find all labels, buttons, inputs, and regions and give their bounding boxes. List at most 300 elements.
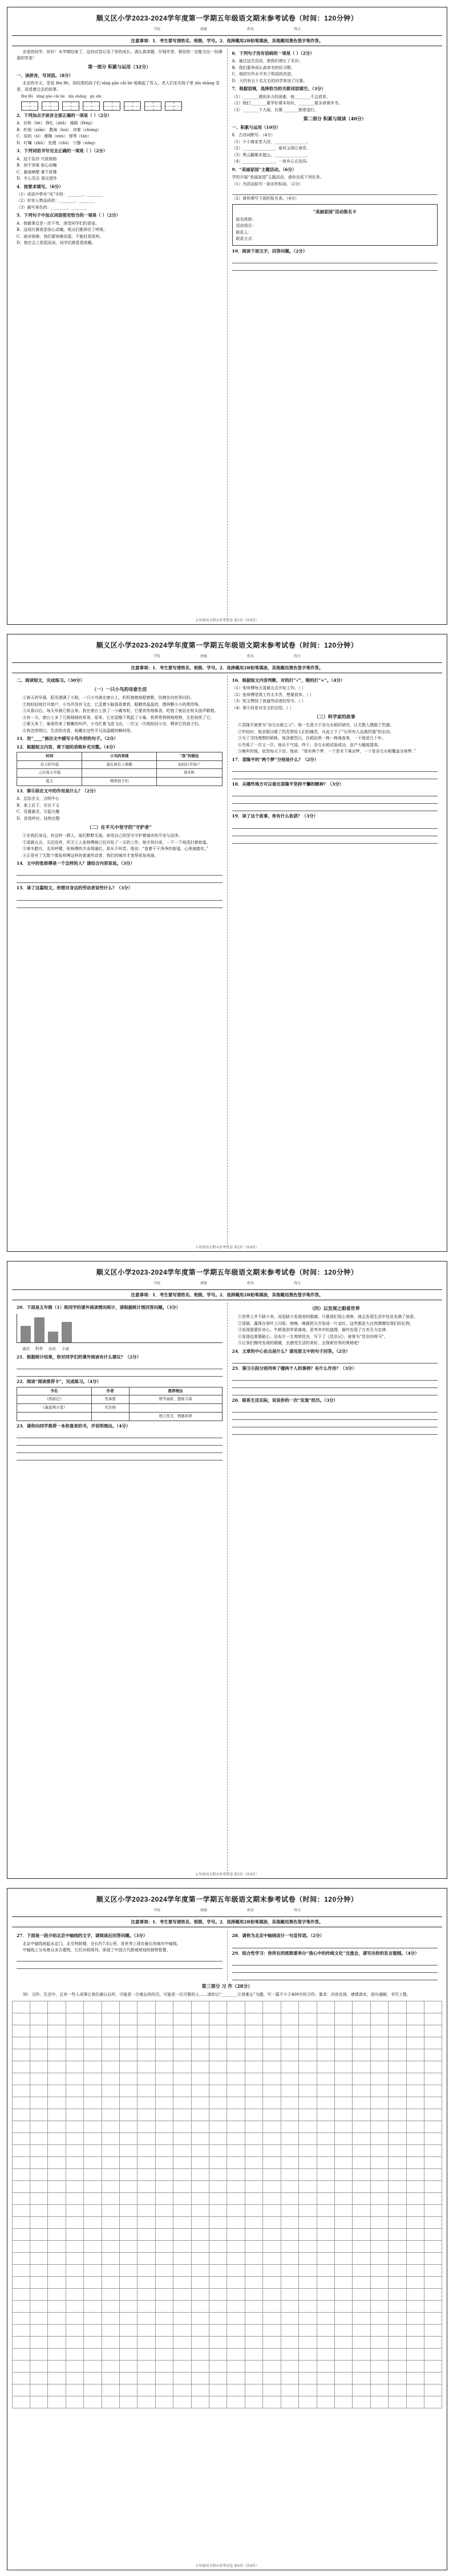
essay-cell[interactable]: [352, 2180, 370, 2193]
essay-cell[interactable]: [317, 2336, 335, 2349]
q2-option[interactable]: A．应和（hè） 挣扎（zhā） 缝隙（fèng）: [17, 121, 95, 126]
essay-cell[interactable]: [173, 2097, 191, 2109]
essay-cell[interactable]: [66, 2228, 84, 2241]
essay-cell[interactable]: [370, 2276, 389, 2289]
essay-cell[interactable]: [47, 2348, 66, 2361]
essay-cell[interactable]: [352, 2073, 370, 2085]
q13-option[interactable]: B．承上启下，引出下文: [17, 803, 60, 808]
essay-cell[interactable]: [370, 2133, 389, 2145]
essay-cell[interactable]: [370, 2097, 389, 2109]
essay-cell[interactable]: [102, 2324, 120, 2337]
essay-cell[interactable]: [66, 2288, 84, 2301]
writing-box[interactable]: [83, 101, 100, 111]
q13-option[interactable]: D．首尾呼应，结构完整: [17, 816, 60, 821]
essay-cell[interactable]: [388, 2025, 406, 2037]
essay-cell[interactable]: [352, 2300, 370, 2313]
essay-cell[interactable]: [406, 2121, 424, 2133]
essay-cell[interactable]: [370, 2252, 389, 2265]
essay-cell[interactable]: [352, 2276, 370, 2289]
essay-cell[interactable]: [119, 2348, 137, 2361]
essay-cell[interactable]: [262, 2133, 281, 2145]
essay-cell[interactable]: [352, 2336, 370, 2349]
essay-cell[interactable]: [119, 2228, 137, 2241]
writing-box[interactable]: [103, 101, 120, 111]
essay-cell[interactable]: [119, 2300, 137, 2313]
essay-cell[interactable]: [298, 2312, 317, 2325]
essay-cell[interactable]: [47, 2180, 66, 2193]
essay-cell[interactable]: [47, 2384, 66, 2396]
q2-option[interactable]: C．似的（sì） 熏陶（xūn） 弹琴（tán）: [17, 134, 92, 139]
q16-line[interactable]: （1）张师傅每天清晨五点开始工作。（ ）: [232, 686, 306, 691]
essay-cell[interactable]: [352, 2085, 370, 2097]
essay-cell[interactable]: [334, 2085, 353, 2097]
essay-cell[interactable]: [191, 2264, 209, 2277]
essay-cell[interactable]: [281, 2001, 299, 2013]
essay-cell[interactable]: [370, 2204, 389, 2217]
table-cell[interactable]: [82, 769, 157, 778]
q8-line[interactable]: （2）________________，春风又绿江南岸。: [232, 146, 310, 151]
essay-cell[interactable]: [155, 2073, 173, 2085]
essay-cell[interactable]: [12, 2180, 30, 2193]
essay-cell[interactable]: [262, 2121, 281, 2133]
essay-cell[interactable]: [173, 2168, 191, 2181]
essay-cell[interactable]: [245, 2001, 263, 2013]
essay-cell[interactable]: [102, 2168, 120, 2181]
essay-cell[interactable]: [47, 2001, 66, 2013]
essay-cell[interactable]: [406, 2300, 424, 2313]
essay-cell[interactable]: [424, 2288, 442, 2301]
writing-box[interactable]: [124, 101, 141, 111]
essay-cell[interactable]: [137, 2360, 155, 2372]
essay-cell[interactable]: [30, 2073, 48, 2085]
essay-cell[interactable]: [388, 2192, 406, 2205]
essay-cell[interactable]: [406, 2348, 424, 2361]
essay-cell[interactable]: [102, 2372, 120, 2384]
answer-lines[interactable]: [17, 868, 223, 883]
essay-cell[interactable]: [424, 2001, 442, 2013]
essay-cell[interactable]: [30, 2085, 48, 2097]
answer-lines[interactable]: [232, 821, 438, 844]
essay-cell[interactable]: [119, 2025, 137, 2037]
essay-cell[interactable]: [226, 2252, 245, 2265]
essay-cell[interactable]: [66, 2396, 84, 2408]
essay-cell[interactable]: [12, 2121, 30, 2133]
essay-cell[interactable]: [47, 2264, 66, 2277]
essay-cell[interactable]: [334, 2384, 353, 2396]
essay-cell[interactable]: [83, 2228, 102, 2241]
essay-cell[interactable]: [66, 2252, 84, 2265]
essay-cell[interactable]: [262, 2097, 281, 2109]
q7-line[interactable]: （3）________下大雨，比赛________照常进行。: [232, 107, 318, 112]
essay-cell[interactable]: [406, 2156, 424, 2169]
essay-cell[interactable]: [281, 2216, 299, 2229]
essay-cell[interactable]: [334, 2133, 353, 2145]
essay-cell[interactable]: [209, 2264, 227, 2277]
essay-cell[interactable]: [352, 2133, 370, 2145]
essay-cell[interactable]: [191, 2097, 209, 2109]
essay-cell[interactable]: [245, 2240, 263, 2253]
essay-cell[interactable]: [406, 2324, 424, 2337]
essay-cell[interactable]: [226, 2085, 245, 2097]
essay-cell[interactable]: [102, 2300, 120, 2313]
essay-cell[interactable]: [173, 2240, 191, 2253]
essay-cell[interactable]: [83, 2324, 102, 2337]
essay-cell[interactable]: [245, 2324, 263, 2337]
essay-cell[interactable]: [262, 2312, 281, 2325]
table-cell[interactable]: [17, 1412, 92, 1421]
essay-cell[interactable]: [30, 2001, 48, 2013]
essay-cell[interactable]: [424, 2180, 442, 2193]
essay-cell[interactable]: [83, 2264, 102, 2277]
essay-cell[interactable]: [298, 2360, 317, 2372]
essay-cell[interactable]: [245, 2168, 263, 2181]
q13-option[interactable]: C．设置悬念，引起兴趣: [17, 809, 60, 814]
essay-cell[interactable]: [245, 2049, 263, 2061]
essay-cell[interactable]: [83, 2156, 102, 2169]
essay-cell[interactable]: [262, 2336, 281, 2349]
essay-cell[interactable]: [66, 2109, 84, 2121]
essay-cell[interactable]: [173, 2061, 191, 2073]
essay-cell[interactable]: [155, 2312, 173, 2325]
essay-cell[interactable]: [12, 2168, 30, 2181]
essay-cell[interactable]: [30, 2288, 48, 2301]
essay-cell[interactable]: [262, 2384, 281, 2396]
essay-cell[interactable]: [334, 2061, 353, 2073]
essay-cell[interactable]: [83, 2216, 102, 2229]
essay-cell[interactable]: [245, 2216, 263, 2229]
essay-cell[interactable]: [119, 2372, 137, 2384]
essay-cell[interactable]: [245, 2061, 263, 2073]
essay-cell[interactable]: [102, 2336, 120, 2349]
essay-cell[interactable]: [317, 2192, 335, 2205]
essay-cell[interactable]: [226, 2180, 245, 2193]
essay-cell[interactable]: [155, 2396, 173, 2408]
essay-cell[interactable]: [30, 2300, 48, 2313]
essay-cell[interactable]: [155, 2180, 173, 2193]
essay-cell[interactable]: [245, 2312, 263, 2325]
essay-cell[interactable]: [226, 2144, 245, 2157]
essay-cell[interactable]: [30, 2156, 48, 2169]
essay-cell[interactable]: [226, 2204, 245, 2217]
essay-cell[interactable]: [47, 2061, 66, 2073]
essay-cell[interactable]: [119, 2324, 137, 2337]
q7-line[interactable]: （1）________遇到多大的困难，他________不会放弃。: [232, 94, 330, 99]
essay-cell[interactable]: [298, 2372, 317, 2384]
essay-cell[interactable]: [47, 2300, 66, 2313]
essay-cell[interactable]: [66, 2300, 84, 2313]
essay-cell[interactable]: [317, 2252, 335, 2265]
essay-cell[interactable]: [262, 2240, 281, 2253]
essay-cell[interactable]: [406, 2372, 424, 2384]
essay-cell[interactable]: [66, 2133, 84, 2145]
essay-cell[interactable]: [317, 2025, 335, 2037]
essay-cell[interactable]: [155, 2252, 173, 2265]
essay-cell[interactable]: [334, 2336, 353, 2349]
essay-cell[interactable]: [298, 2180, 317, 2193]
essay-cell[interactable]: [334, 2276, 353, 2289]
essay-cell[interactable]: [317, 2109, 335, 2121]
essay-cell[interactable]: [370, 2001, 389, 2013]
essay-cell[interactable]: [137, 2121, 155, 2133]
essay-cell[interactable]: [226, 2348, 245, 2361]
essay-cell[interactable]: [209, 2109, 227, 2121]
essay-cell[interactable]: [30, 2133, 48, 2145]
essay-cell[interactable]: [137, 2073, 155, 2085]
essay-cell[interactable]: [173, 2372, 191, 2384]
essay-cell[interactable]: [137, 2144, 155, 2157]
essay-cell[interactable]: [245, 2300, 263, 2313]
essay-cell[interactable]: [370, 2312, 389, 2325]
essay-cell[interactable]: [352, 2372, 370, 2384]
q6-option[interactable]: B．我们要养成认真读书的好习惯。: [232, 65, 295, 70]
q6-option[interactable]: C．他的写作水平有了明显的改进。: [232, 72, 295, 77]
essay-cell[interactable]: [406, 2037, 424, 2049]
essay-cell[interactable]: [209, 2204, 227, 2217]
essay-cell[interactable]: [155, 2025, 173, 2037]
essay-cell[interactable]: [262, 2216, 281, 2229]
essay-cell[interactable]: [281, 2049, 299, 2061]
essay-cell[interactable]: [102, 2121, 120, 2133]
essay-cell[interactable]: [47, 2396, 66, 2408]
essay-cell[interactable]: [262, 2144, 281, 2157]
essay-cell[interactable]: [66, 2025, 84, 2037]
essay-cell[interactable]: [245, 2133, 263, 2145]
essay-cell[interactable]: [155, 2348, 173, 2361]
essay-cell[interactable]: [102, 2276, 120, 2289]
essay-cell[interactable]: [424, 2360, 442, 2372]
essay-cell[interactable]: [262, 2073, 281, 2085]
essay-cell[interactable]: [334, 2121, 353, 2133]
essay-cell[interactable]: [209, 2121, 227, 2133]
essay-cell[interactable]: [137, 2097, 155, 2109]
essay-cell[interactable]: [66, 2061, 84, 2073]
essay-cell[interactable]: [12, 2085, 30, 2097]
essay-cell[interactable]: [30, 2312, 48, 2325]
essay-cell[interactable]: [352, 2144, 370, 2157]
essay-cell[interactable]: [66, 2180, 84, 2193]
essay-cell[interactable]: [352, 2025, 370, 2037]
essay-cell[interactable]: [137, 2252, 155, 2265]
essay-cell[interactable]: [334, 2300, 353, 2313]
essay-cell[interactable]: [66, 2037, 84, 2049]
essay-cell[interactable]: [352, 2049, 370, 2061]
essay-cell[interactable]: [406, 2204, 424, 2217]
essay-cell[interactable]: [424, 2384, 442, 2396]
essay-cell[interactable]: [47, 2097, 66, 2109]
essay-cell[interactable]: [245, 2264, 263, 2277]
essay-cell[interactable]: [352, 2013, 370, 2025]
essay-cell[interactable]: [245, 2252, 263, 2265]
essay-cell[interactable]: [406, 2216, 424, 2229]
essay-cell[interactable]: [334, 2049, 353, 2061]
essay-cell[interactable]: [281, 2324, 299, 2337]
essay-cell[interactable]: [226, 2396, 245, 2408]
essay-cell[interactable]: [102, 2348, 120, 2361]
essay-cell[interactable]: [281, 2180, 299, 2193]
essay-cell[interactable]: [281, 2360, 299, 2372]
essay-cell[interactable]: [424, 2300, 442, 2313]
essay-cell[interactable]: [30, 2216, 48, 2229]
essay-cell[interactable]: [281, 2252, 299, 2265]
essay-cell[interactable]: [155, 2288, 173, 2301]
essay-cell[interactable]: [102, 2228, 120, 2241]
essay-cell[interactable]: [191, 2133, 209, 2145]
essay-cell[interactable]: [424, 2336, 442, 2349]
essay-cell[interactable]: [388, 2240, 406, 2253]
essay-cell[interactable]: [352, 2324, 370, 2337]
essay-cell[interactable]: [262, 2025, 281, 2037]
essay-cell[interactable]: [191, 2144, 209, 2157]
essay-cell[interactable]: [281, 2372, 299, 2384]
essay-cell[interactable]: [102, 2180, 120, 2193]
essay-cell[interactable]: [66, 2360, 84, 2372]
essay-cell[interactable]: [30, 2144, 48, 2157]
essay-cell[interactable]: [281, 2336, 299, 2349]
essay-cell[interactable]: [83, 2300, 102, 2313]
essay-cell[interactable]: [406, 2240, 424, 2253]
essay-cell[interactable]: [12, 2097, 30, 2109]
essay-cell[interactable]: [406, 2180, 424, 2193]
essay-cell[interactable]: [388, 2336, 406, 2349]
essay-cell[interactable]: [406, 2228, 424, 2241]
essay-cell[interactable]: [424, 2013, 442, 2025]
essay-cell[interactable]: [119, 2240, 137, 2253]
essay-cell[interactable]: [245, 2025, 263, 2037]
essay-cell[interactable]: [102, 2061, 120, 2073]
essay-cell[interactable]: [173, 2396, 191, 2408]
essay-cell[interactable]: [370, 2037, 389, 2049]
essay-cell[interactable]: [12, 2264, 30, 2277]
essay-cell[interactable]: [262, 2192, 281, 2205]
essay-cell[interactable]: [209, 2360, 227, 2372]
essay-cell[interactable]: [66, 2192, 84, 2205]
essay-cell[interactable]: [47, 2360, 66, 2372]
essay-cell[interactable]: [352, 2001, 370, 2013]
q6-option[interactable]: A．通过这次活动，使我们增长了见识。: [232, 59, 303, 64]
essay-cell[interactable]: [370, 2288, 389, 2301]
essay-cell[interactable]: [119, 2097, 137, 2109]
q5-option[interactable]: B．这场比赛真是惊心动魄，观众们都屏住了呼吸。: [17, 227, 108, 232]
essay-cell[interactable]: [317, 2216, 335, 2229]
essay-cell[interactable]: [102, 2037, 120, 2049]
essay-cell[interactable]: [245, 2109, 263, 2121]
essay-cell[interactable]: [119, 2049, 137, 2061]
essay-cell[interactable]: [155, 2156, 173, 2169]
essay-cell[interactable]: [102, 2264, 120, 2277]
essay-cell[interactable]: [102, 2156, 120, 2169]
essay-cell[interactable]: [209, 2013, 227, 2025]
essay-cell[interactable]: [137, 2025, 155, 2037]
essay-cell[interactable]: [352, 2264, 370, 2277]
essay-cell[interactable]: [155, 2144, 173, 2157]
essay-cell[interactable]: [226, 2073, 245, 2085]
essay-cell[interactable]: [352, 2204, 370, 2217]
essay-cell[interactable]: [281, 2384, 299, 2396]
essay-cell[interactable]: [281, 2312, 299, 2325]
answer-lines[interactable]: [232, 1405, 438, 1435]
essay-cell[interactable]: [388, 2300, 406, 2313]
essay-cell[interactable]: [209, 2061, 227, 2073]
essay-cell[interactable]: [209, 2001, 227, 2013]
essay-cell[interactable]: [137, 2001, 155, 2013]
essay-cell[interactable]: [66, 2240, 84, 2253]
essay-cell[interactable]: [137, 2133, 155, 2145]
essay-cell[interactable]: [191, 2324, 209, 2337]
essay-cell[interactable]: [30, 2109, 48, 2121]
essay-cell[interactable]: [30, 2013, 48, 2025]
essay-cell[interactable]: [334, 2372, 353, 2384]
essay-cell[interactable]: [102, 2025, 120, 2037]
essay-cell[interactable]: [226, 2384, 245, 2396]
essay-cell[interactable]: [66, 2085, 84, 2097]
q16-line[interactable]: （4）第④段是对全文的总结。（ ）: [232, 705, 294, 710]
essay-cell[interactable]: [66, 2156, 84, 2169]
essay-cell[interactable]: [66, 2372, 84, 2384]
essay-cell[interactable]: [191, 2049, 209, 2061]
essay-cell[interactable]: [155, 2240, 173, 2253]
essay-cell[interactable]: [137, 2324, 155, 2337]
q4-line[interactable]: （2）形容人物品质的：________、________: [17, 198, 95, 204]
essay-cell[interactable]: [137, 2384, 155, 2396]
essay-cell[interactable]: [281, 2396, 299, 2408]
essay-cell[interactable]: [245, 2204, 263, 2217]
essay-cell[interactable]: [209, 2097, 227, 2109]
essay-cell[interactable]: [352, 2360, 370, 2372]
essay-cell[interactable]: [388, 2013, 406, 2025]
essay-cell[interactable]: [83, 2372, 102, 2384]
essay-cell[interactable]: [406, 2061, 424, 2073]
essay-cell[interactable]: [119, 2204, 137, 2217]
essay-cell[interactable]: [209, 2300, 227, 2313]
essay-cell[interactable]: [317, 2384, 335, 2396]
essay-cell[interactable]: [370, 2360, 389, 2372]
essay-cell[interactable]: [209, 2324, 227, 2337]
essay-cell[interactable]: [83, 2085, 102, 2097]
essay-cell[interactable]: [47, 2168, 66, 2181]
essay-cell[interactable]: [281, 2109, 299, 2121]
essay-cell[interactable]: [226, 2013, 245, 2025]
essay-cell[interactable]: [317, 2264, 335, 2277]
essay-cell[interactable]: [209, 2336, 227, 2349]
essay-cell[interactable]: [30, 2097, 48, 2109]
essay-cell[interactable]: [191, 2156, 209, 2169]
essay-cell[interactable]: [209, 2312, 227, 2325]
essay-cell[interactable]: [173, 2276, 191, 2289]
essay-cell[interactable]: [352, 2240, 370, 2253]
essay-cell[interactable]: [209, 2133, 227, 2145]
essay-cell[interactable]: [388, 2133, 406, 2145]
essay-cell[interactable]: [388, 2049, 406, 2061]
essay-cell[interactable]: [281, 2133, 299, 2145]
essay-cell[interactable]: [370, 2348, 389, 2361]
essay-cell[interactable]: [281, 2240, 299, 2253]
essay-cell[interactable]: [334, 2180, 353, 2193]
essay-cell[interactable]: [155, 2276, 173, 2289]
essay-cell[interactable]: [298, 2264, 317, 2277]
essay-cell[interactable]: [137, 2336, 155, 2349]
essay-cell[interactable]: [281, 2144, 299, 2157]
essay-cell[interactable]: [191, 2025, 209, 2037]
essay-cell[interactable]: [281, 2097, 299, 2109]
essay-cell[interactable]: [388, 2312, 406, 2325]
essay-cell[interactable]: [12, 2372, 30, 2384]
essay-cell[interactable]: [30, 2384, 48, 2396]
essay-cell[interactable]: [191, 2348, 209, 2361]
essay-cell[interactable]: [406, 2133, 424, 2145]
essay-cell[interactable]: [173, 2037, 191, 2049]
essay-cell[interactable]: [66, 2312, 84, 2325]
essay-cell[interactable]: [12, 2109, 30, 2121]
